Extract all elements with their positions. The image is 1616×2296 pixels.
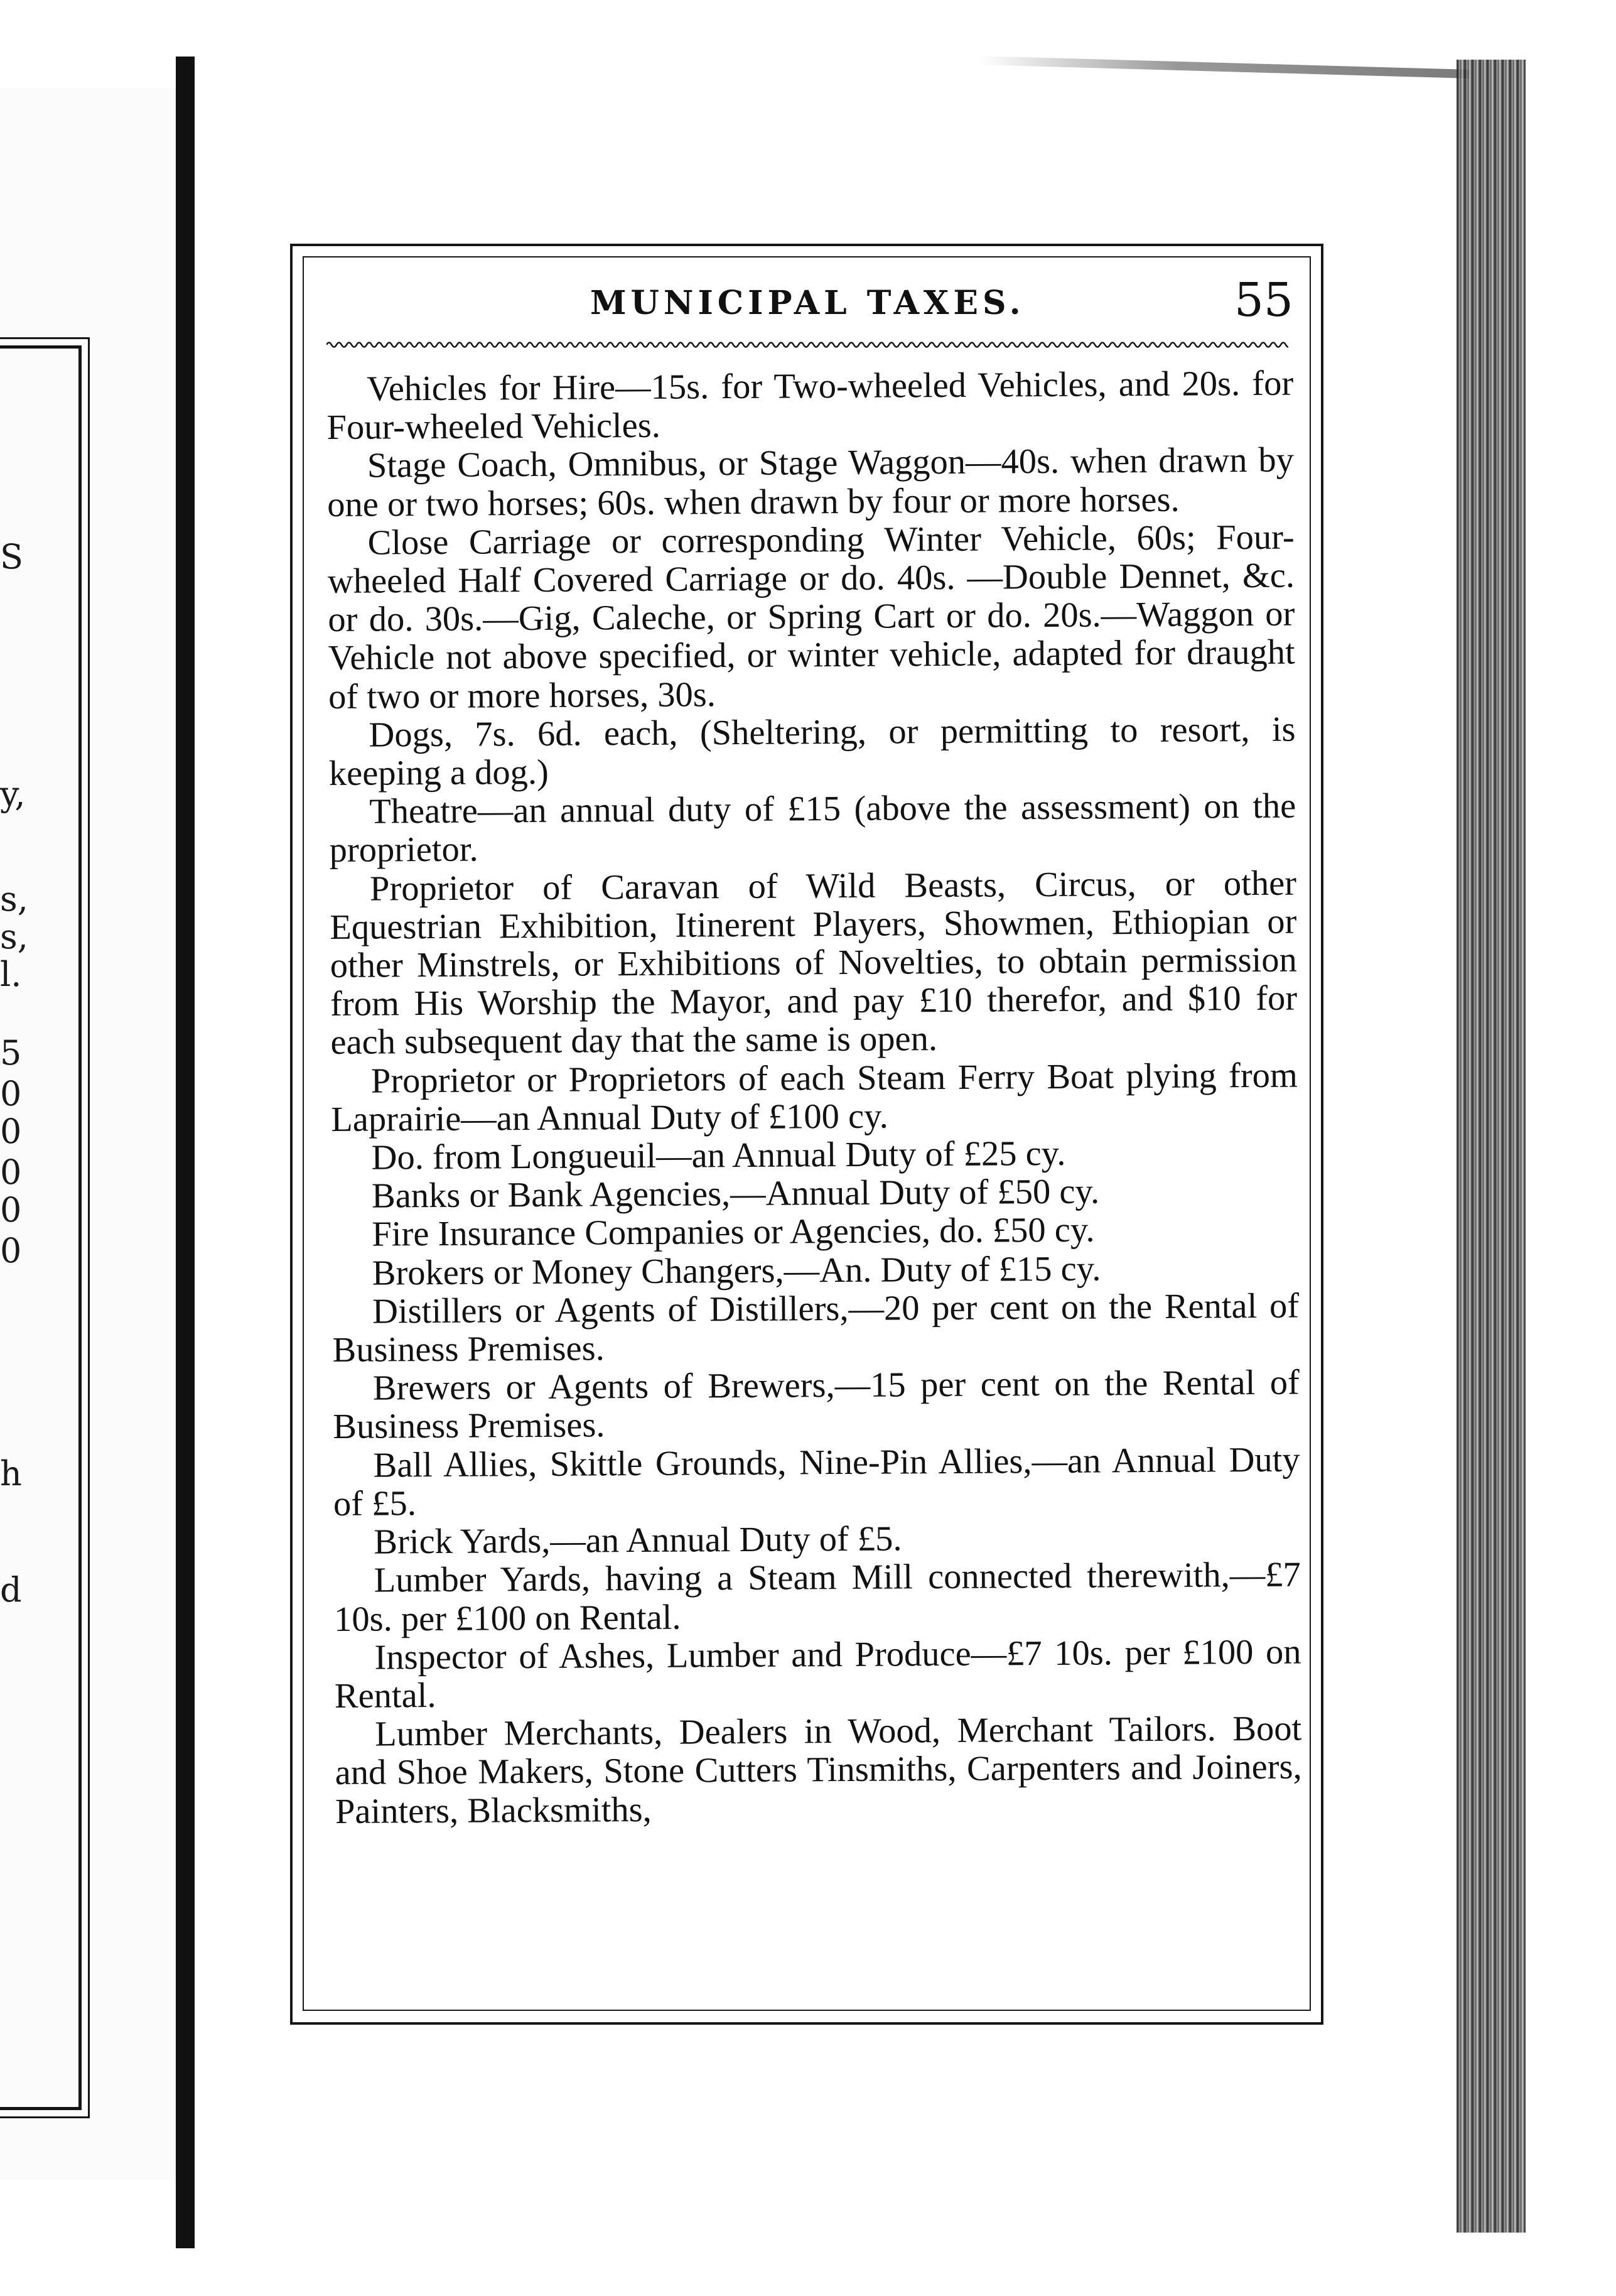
page-edge-shading	[1457, 60, 1526, 2233]
running-title: MUNICIPAL TAXES.	[590, 284, 1025, 322]
left-page-fragment: 0	[0, 1112, 22, 1151]
left-page-fragment: y,	[0, 774, 26, 814]
wavy-rule-ornament	[326, 338, 1288, 352]
left-facing-page	[0, 88, 176, 2179]
tax-entry: Dogs, 7s. 6d. each, (Sheltering, or permitting to resort, is keeping a dog.)	[328, 710, 1296, 794]
tax-entry: Stage Coach, Omnibus, or Stage Waggon—40s. when drawn by one or two horses; 60s. when drawn by four or more horses.	[327, 440, 1295, 524]
tax-entry: Lumber Yards, having a Steam Mill connected therewith,—£7 10s. per £100 on Rental.	[333, 1555, 1301, 1639]
tax-entry: Brick Yards,—an Annual Duty of £5.	[374, 1519, 902, 1562]
left-page-fragment: 0	[0, 1152, 22, 1192]
tax-entry: Proprietor or Proprietors of each Steam Ferry Boat plying from Laprairie—an Annual Duty of £100 cy.	[331, 1056, 1298, 1139]
left-page-fragment: d	[0, 1570, 22, 1610]
page-body	[326, 365, 1302, 1831]
tax-entry: Ball Allies, Skittle Grounds, Nine-Pin Allies,—an Annual Duty of £5.	[333, 1440, 1300, 1524]
left-page-fragment: 0	[0, 1074, 22, 1113]
tax-entry: Inspector of Ashes, Lumber and Produce—£7 10s. per £100 on Rental.	[334, 1632, 1301, 1716]
book-gutter	[176, 57, 195, 2248]
tax-entry: Theatre—an annual duty of £15 (above the assessment) on the proprietor.	[329, 786, 1296, 870]
left-page-fragment: 0	[0, 1190, 22, 1230]
tax-entry: Proprietor of Caravan of Wild Beasts, Circus, or other Equestrian Exhibition, Itinerent Players, Showmen, Ethiopian or other Minstrels, or Exhibitions of Novelties, to obtain permission from His Worship the Mayor, and pay £10 therefor, and $10 for each subsequent day that the same is open.	[330, 864, 1298, 1063]
left-page-fragment: h	[0, 1454, 22, 1493]
tax-entry: Distillers or Agents of Distillers,—20 per cent on the Rental of Business Premises.	[332, 1286, 1300, 1370]
tax-entry: Brewers or Agents of Brewers,—15 per cent on the Rental of Business Premises.	[333, 1363, 1300, 1447]
tax-entry: Banks or Bank Agencies,—Annual Duty of £50 cy.	[371, 1172, 1100, 1216]
running-head	[326, 270, 1293, 339]
left-page-fragment: 0	[0, 1231, 22, 1270]
tax-entry: Brokers or Money Changers,—An. Duty of £15 cy.	[372, 1249, 1101, 1293]
page-number: 55	[1234, 273, 1293, 327]
left-page-fragment: s,	[0, 917, 28, 956]
left-page-fragment: s,	[0, 879, 28, 919]
left-page-fragment: S	[0, 537, 23, 577]
tax-entry: Do. from Longueuil—an Annual Duty of £25 cy.	[371, 1134, 1066, 1178]
tax-entry: Fire Insurance Companies or Agencies, do. £50 cy.	[372, 1211, 1095, 1255]
left-page-fragment: l.	[0, 955, 22, 994]
left-page-fragment: 5	[0, 1033, 22, 1073]
tax-entry: Close Carriage or corresponding Winter Vehicle, 60s; Four-wheeled Half Covered Carriage or do. 40s. —Double Dennet, &c. or do. 30s.—Gig, Caleche, or Spring Cart or do. 20s.—Waggon or Vehicle not above specified, or winter vehicle, adapted for draught of two or more horses, 30s.	[327, 517, 1295, 717]
tax-entry: Vehicles for Hire—15s. for Two-wheeled Vehicles, and 20s. for Four-wheeled Vehicles.	[326, 364, 1294, 448]
tax-entry: Lumber Merchants, Dealers in Wood, Merchant Tailors. Boot and Shoe Makers, Stone Cutters Tinsmiths, Carpenters and Joiners, Painters, Blacksmiths,	[335, 1709, 1302, 1831]
